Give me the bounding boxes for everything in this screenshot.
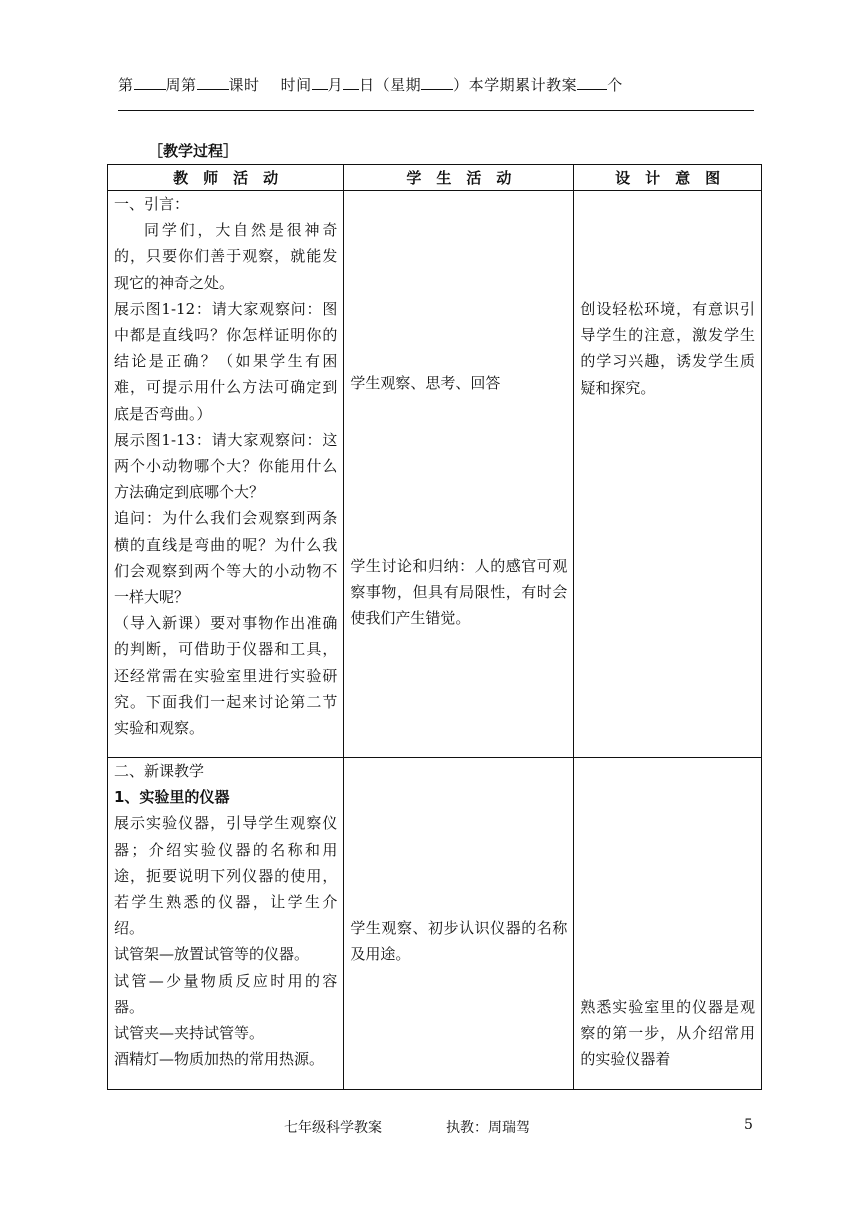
test-tube-item: 试管—少量物质反应时用的容器。 — [114, 971, 338, 1016]
header-week-prefix: 第 — [118, 76, 134, 94]
lesson-header-line — [118, 74, 758, 95]
page-number: 5 — [744, 1117, 753, 1133]
header-lesson-suffix: 课时 — [228, 76, 260, 94]
lesson-blank — [197, 75, 229, 90]
week-blank — [134, 75, 166, 90]
footer-course: 七年级科学教案 — [284, 1120, 382, 1136]
follow-up-question: 追问：为什么我们会观察到两条横的直线是弯曲的呢？为什么我们会观察到两个等大的小动物不一样大呢？ — [114, 509, 338, 607]
intro-paragraph: 同学们，大自然是很神奇的，只要你们善于观察，就能发现它的神奇之处。 — [114, 221, 338, 292]
student-instrument-text: 学生观察、初步认识仪器的名称及用途。 — [350, 919, 568, 964]
student-observe-text: 学生观察、思考、回答 — [350, 374, 501, 392]
instrument-intro-paragraph: 展示实验仪器，引导学生观察仪器；介绍实验仪器的名称和用途，扼要说明下列仪器的使用，若学生熟悉的仪器，让学生介绍。 — [114, 814, 338, 938]
student-activity-cell — [344, 191, 574, 758]
table-row — [108, 758, 762, 1090]
test-tube-clamp-item: 试管夹—夹持试管等。 — [114, 1024, 265, 1043]
header-close-cum: ）本学期累计教案 — [453, 76, 578, 94]
header-time-label: 时间 — [280, 76, 312, 94]
student-activity-cell — [344, 758, 574, 1090]
day-blank — [343, 75, 359, 90]
new-lesson-heading: 二、新课教学 — [114, 762, 205, 780]
header-design-intent: 设 计 意 图 — [574, 165, 762, 191]
header-rule — [118, 110, 754, 111]
section-title: ［教学过程］ — [148, 142, 239, 160]
header-day: 日（星期 — [359, 76, 422, 94]
lesson-table — [107, 164, 762, 1090]
teacher-activity-cell — [108, 758, 344, 1090]
design-instrument-text: 熟悉实验室里的仪器是观察的第一步，从介绍常用的实验仪器着 — [580, 998, 755, 1069]
header-student-activity: 学 生 活 动 — [344, 165, 574, 191]
figure-1-12-paragraph: 展示图1-12：请大家观察问：图中都是直线吗？你怎样证明你的结论是正确？（如果学生有困难，可提示用什么方法可确定到底是否弯曲。） — [114, 299, 338, 423]
teacher-activity-cell — [108, 191, 344, 758]
figure-1-13-paragraph: 展示图1-13：请大家观察问：这两个小动物哪个大？你能用什么方法确定到底哪个大？ — [114, 430, 338, 502]
count-blank — [577, 75, 607, 90]
intro-heading: 一、引言： — [114, 195, 190, 213]
weekday-blank — [421, 75, 453, 90]
table-header-row — [108, 165, 762, 191]
new-lesson-intro: （导入新课）要对事物作出准确的判断，可借助于仪器和工具，还经常需在实验室里进行实验研究。下面我们一起来讨论第二节实验和观察。 — [114, 614, 338, 738]
lab-instruments-heading: 1、实验里的仪器 — [114, 788, 230, 807]
design-intent-cell — [574, 191, 762, 758]
test-tube-rack-item: 试管架—放置试管等的仪器。 — [114, 945, 310, 964]
alcohol-lamp-item: 酒精灯—物质加热的常用热源。 — [114, 1050, 325, 1069]
month-blank — [312, 75, 328, 90]
header-unit: 个 — [607, 76, 623, 94]
table-row — [108, 191, 762, 758]
student-discuss-text: 学生讨论和归纳：人的感官可观察事物，但具有局限性，有时会使我们产生错觉。 — [350, 557, 568, 628]
header-week-mid: 周第 — [165, 76, 197, 94]
header-month: 月 — [327, 76, 344, 94]
header-teacher-activity: 教 师 活 动 — [108, 165, 344, 191]
design-intent-text: 创设轻松环境，有意识引导学生的注意，激发学生的学习兴趣，诱发学生质疑和探究。 — [580, 300, 755, 397]
design-intent-cell — [574, 758, 762, 1090]
footer-teacher: 执教：周瑞驾 — [446, 1120, 530, 1136]
